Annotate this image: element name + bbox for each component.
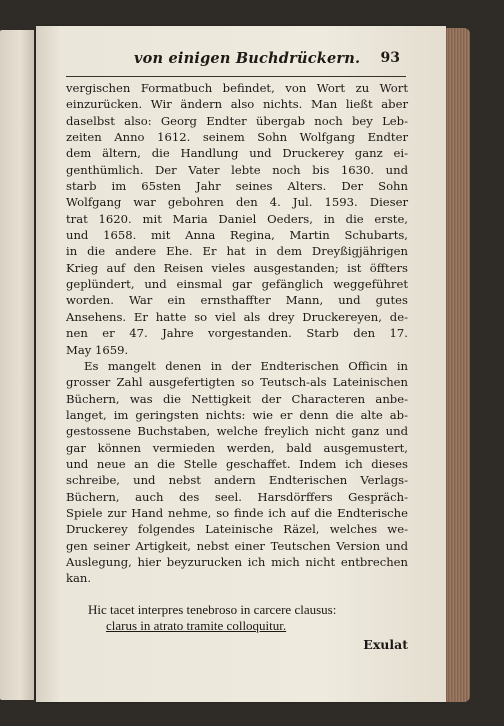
text-line: trat 1620. mit Maria Daniel Oeders, in die erste,	[66, 211, 408, 226]
text-line: dem ältern, die Handlung und Druckerey ganz ei-	[66, 146, 408, 161]
text-line: geplündert, und einsmal gar gefänglich weggeführet	[66, 277, 408, 292]
text-line: in die andere Ehe. Er hat in dem Dreyßigjährigen	[66, 244, 408, 259]
text-line: May 1659.	[66, 342, 129, 357]
text-line: genthümlich. Der Vater lebte noch bis 1630. und	[66, 162, 408, 177]
body-text	[66, 80, 408, 587]
text-line: langet, im geringsten nichts: wie er denn die alte ab-	[66, 407, 408, 422]
text-line: Krieg auf den Reisen vieles ausgestanden; ist öffters	[66, 260, 408, 275]
text-line: worden. War ein ernsthaffter Mann, und gutes	[66, 293, 408, 308]
text-line: grosser Zahl ausgefertigten so Teutsch-als Lateinischen	[66, 375, 408, 390]
text-line: Wolfgang war gebohren den 4. Jul. 1593. Dieser	[66, 195, 408, 210]
text-line: gen seiner Artigkeit, nebst einer Teutschen Version und	[66, 538, 408, 553]
text-line: daselbst also: Georg Endter übergab noch bey Leb-	[66, 113, 408, 128]
text-line: Spiele zur Hand nehme, so finde ich auf die Endterische	[66, 505, 408, 520]
verse-line: clarus in atrato tramite colloquitur.	[106, 618, 287, 634]
text-line: starb im 65sten Jahr seines Alters. Der Sohn	[66, 179, 408, 194]
text-line: kan.	[66, 571, 92, 586]
text-line: Auslegung, hier beyzurucken ich mich nicht entbrechen	[66, 554, 408, 569]
text-line: vergischen Formatbuch befindet, von Wort zu Wort	[66, 81, 408, 95]
text-line: einzurücken. Wir ändern also nichts. Man ließt aber	[66, 97, 408, 112]
verse-line: Hic tacet interpres tenebroso in carcere clausus:	[88, 602, 337, 617]
text-line: gar können vermieden werden, bald ausgemustert,	[66, 440, 408, 455]
text-line: Druckerey folgendes Lateinische Räzel, welches we-	[66, 522, 408, 537]
text-line: Ansehens. Er hatte so viel als drey Druckereyen, de-	[66, 309, 408, 324]
text-line: Es mangelt denen in der Endterischen Officin in	[84, 358, 408, 373]
header-rule	[66, 76, 406, 77]
page-number: 93	[380, 50, 400, 66]
text-line: gestossene Buchstaben, welche freylich nicht ganz und	[66, 424, 408, 439]
catchword: Exulat	[363, 637, 408, 652]
text-line: zeiten Anno 1612. seinem Sohn Wolfgang Endter	[66, 130, 408, 145]
text-line: nen er 47. Jahre vorgestanden. Starb den 17.	[66, 326, 408, 341]
running-head: von einigen Buchdrückern.	[134, 50, 361, 67]
text-line: Büchern, auch des seel. Harsdörffers Gespräch-	[66, 489, 408, 504]
text-line: und neue an die Stelle geschaffet. Indem ich dieses	[66, 456, 408, 471]
text-line: und 1658. mit Anna Regina, Martin Schubarts,	[66, 228, 408, 243]
facing-page-edge	[0, 30, 34, 700]
latin-verse	[88, 601, 408, 634]
page-header	[62, 50, 402, 70]
text-line: Büchern, was die Nettigkeit der Characteren anbe-	[66, 391, 408, 406]
text-line: schreibe, und nebst andern Endterischen Verlags-	[66, 473, 408, 488]
